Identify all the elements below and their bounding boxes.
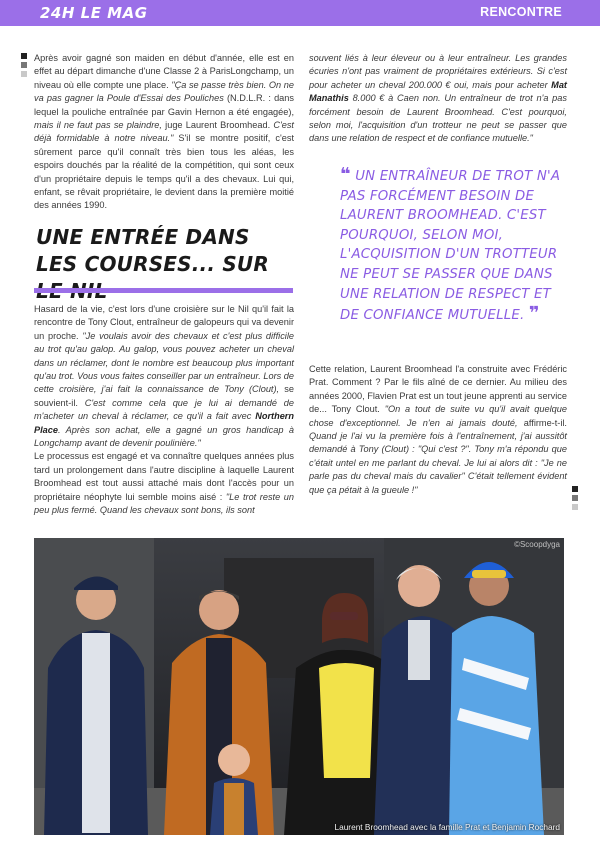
section-label: RENCONTRE (480, 5, 562, 19)
right-body-paragraph (309, 363, 567, 497)
text-run: Le processus est engagé et va connaître quelques années plus tard un prolongement dans l'autre discipline à laquelle Laurent Broomhead est tout aussi attaché mais dont l'accès pour un propriétaire néophyte lui semble moins aisé : (34, 451, 294, 502)
section-heading: UNE ENTRÉE DANS LES COURSES... SUR (36, 225, 269, 276)
quote-run: "Ça se passe très bien. On ne va pas gagner la Poule d'Essai des Pouliches (34, 79, 294, 104)
text-run: S'il se montre positif, c'est sûrement parce qu'il connaît très bien tous les aléas, les espoirs douchés par la réalité de la compétition, qui sont ceux d'un propriétaire depuis le temps qu'il a des chevaux. Lui qui, enfant, se rêvait propriétaire, le devient dans la première moitié des années 1990. (34, 133, 294, 211)
open-quote-icon: ❝ (340, 164, 351, 185)
quote-run: souvent liés à leur éleveur ou à leur entraîneur. Les grandes écuries n'ont pas vraiment de propriétaires extérieurs. Si c'est pour acheter un cheval 200.000 € oui, mais pour acheter (309, 53, 567, 90)
group-photo (34, 538, 564, 835)
quote-run: C'est déjà formidable à notre niveau." (34, 120, 294, 144)
quote-run: C'est comme cela que je lui ai demandé de m'acheter un cheval à réclamer, ce qu'il a fait avec (34, 397, 294, 422)
heading-rule (34, 288, 293, 293)
photo-caption: Laurent Broomhead avec la famille Prat et Benjamin Rochard (334, 822, 560, 832)
pull-quote-text: UN ENTRAÎNEUR DE TROT N'A PAS FORCÉMENT BESOIN DE LAURENT BROOMHEAD. C'EST POURQUOI, SELON MOI, L'ACQUISITION D'UN TROTTEUR NE PEUT SE PASSER QUE DANS UNE RELATION DE RESPECT ET DE CONFIANCE MUTUELLE. (340, 169, 561, 324)
photo-credit: ©Scoopdyga (514, 540, 560, 549)
quote-run: . Après son achat, elle a gagné un gros handicap à Longchamp avant de devenir poulinière." (34, 424, 294, 449)
photo-illustration (34, 538, 564, 835)
horse-name: Mat Manathis (309, 79, 567, 104)
quote-run: "Je voulais avoir des chevaux et c'est plus difficile au trot qu'au galop. Au galop, vous pouvez acheter un cheval dans un réclamer, dont le nombre est beaucoup plus important qu'au trot. Vous vous faites conseiller par un entraîneur. Lors de cette croisière, j'ai fait la connaissance de Tony (Clout), (34, 330, 295, 395)
body-paragraph (34, 303, 294, 518)
text-run: (N.D.L.R. : dans lequel la pouliche entraînée par Gavin Hernon a été engagée), (34, 93, 295, 117)
text-run: Cette relation, Laurent Broomhead l'a construite avec Frédéric Prat. Comment ? Par le fils aîné de ce dernier. Au milieu des années 2000, Flavien Prat est un tout jeune apprenti au service de... Tony Clout. (309, 364, 567, 415)
text-run: affirme-t-il. (517, 417, 567, 428)
text-run: juge Laurent Broomhead. (161, 120, 274, 131)
text-run: Hasard de la vie, c'est lors d'une croisière sur le Nil qu'il fait la rencontre de Tony Clout, entraîneur de galopeurs qui va devenir un proche. (34, 304, 294, 341)
quote-run: "Le trot reste un peu plus fermé. Quand les chevaux sont bons, ils sont (34, 491, 294, 516)
quote-run: "On a tout de suite vu qu'il avait quelque chose d'exceptionnel. Je n'en ai jamais douté, (309, 404, 567, 428)
pull-quote (340, 165, 568, 326)
horse-name: Northern Place (34, 411, 294, 435)
square-marker-icon (572, 486, 578, 513)
header-bar (0, 0, 600, 26)
intro-paragraph (34, 52, 294, 213)
magazine-title: 24H LE MAG (40, 4, 148, 22)
quote-run: Quand je l'ai vu la première fois à l'entraînement, j'ai aussitôt demandé à Tony (Clout) : "Qui c'est ?". Tony m'a répondu que c'était untel en me parlant du cheval. Je lui ai alors dit : "Je ne parle pas du cheval mais du cavalier" C'était tellement évident que ça pétait à la gueule !" (309, 431, 567, 495)
quote-run: mais il ne faut pas se plaindre, (34, 120, 162, 131)
text-run: Après avoir gagné son maiden en début d'année, elle est en effet au départ dimanche d'une Classe 2 à ParisLongchamp, un niveau où elle compte une place. (34, 53, 294, 90)
text-run: se souvient-il. (34, 384, 294, 408)
square-marker-icon (21, 53, 27, 80)
continued-quote (309, 52, 567, 146)
quote-run: 8.000 € à Caen non. Un entraîneur de trot n'a pas forcément besoin de Laurent Broomhead. C'est pourquoi, selon moi, l'acquisition d'un trotteur ne peut se passer que dans une relation de respect et de confiance mutuelle." (309, 93, 567, 144)
close-quote-icon: ❞ (528, 303, 540, 325)
